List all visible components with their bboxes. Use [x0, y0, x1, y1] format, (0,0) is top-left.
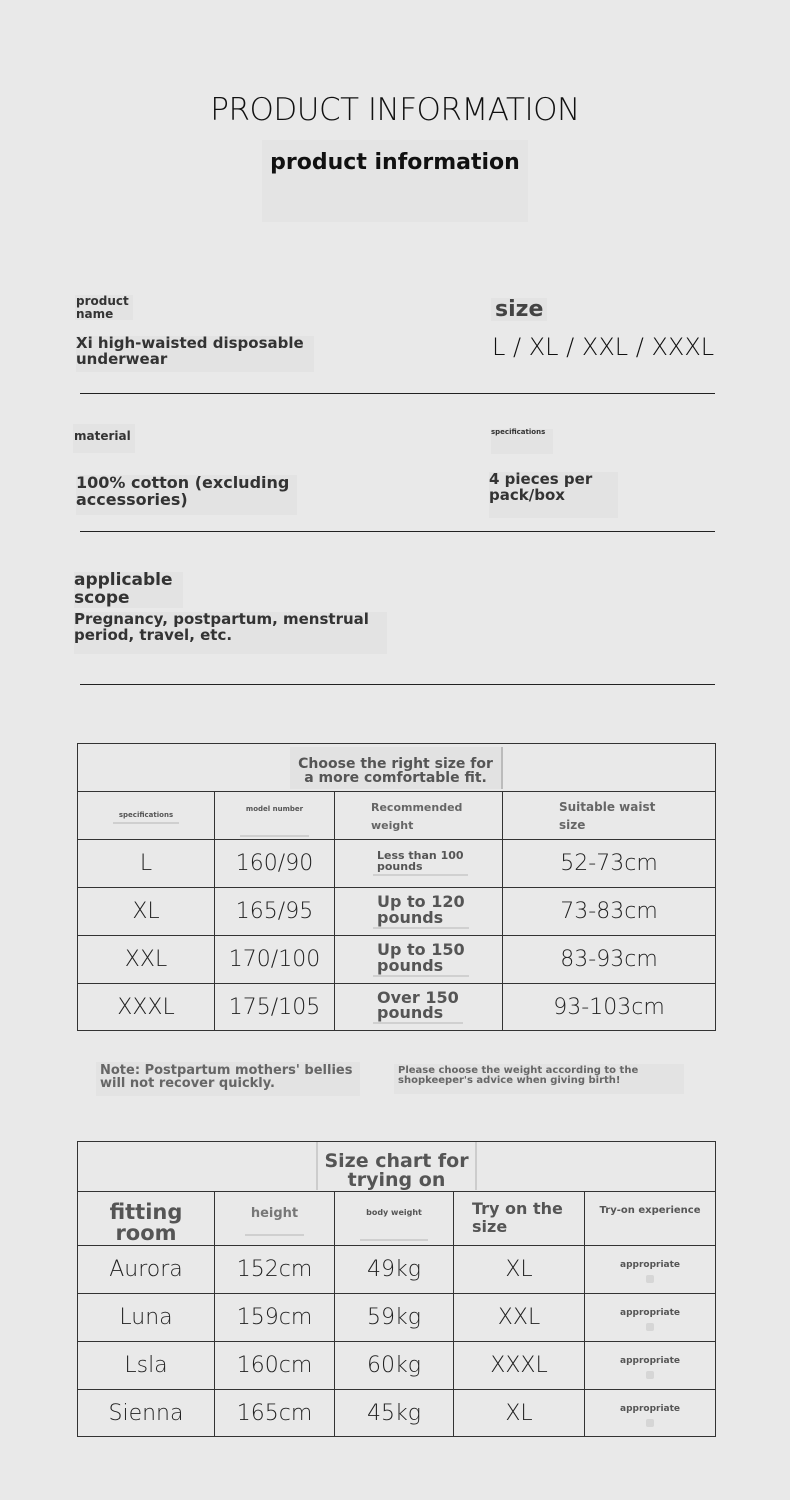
fit-table-header: body weight — [335, 1192, 454, 1246]
rating-mark-icon — [646, 1419, 654, 1427]
specifications-label: specifications — [491, 429, 553, 454]
divider — [80, 684, 715, 685]
fit-table-header: height — [215, 1192, 335, 1246]
material-label: material — [73, 424, 135, 453]
note-right: Please choose the weight according to the shopkeeper's advice when giving birth! — [394, 1064, 684, 1094]
table-row: XXXL 175/105 Over 150 pounds 93-103cm — [78, 984, 716, 1031]
note-left: Note: Postpartum mothers' bellies will not recover quickly. — [96, 1062, 360, 1096]
table-row: Aurora 152cm 49kg XL appropriate — [78, 1246, 716, 1294]
table-row: XXL 170/100 Up to 150 pounds 83-93cm — [78, 936, 716, 984]
size-table-header: Recommended weight — [335, 792, 503, 840]
size-table-header: Suitable waist size — [503, 792, 716, 840]
size-label: size — [491, 298, 547, 321]
fit-table-caption-cell — [78, 1142, 716, 1192]
table-row: XL 165/95 Up to 120 pounds 73-83cm — [78, 888, 716, 936]
table-row: Sienna 165cm 45kg XL appropriate — [78, 1390, 716, 1437]
product-name-label: product name — [75, 295, 133, 320]
size-table-caption-cell — [78, 744, 716, 792]
specifications-value: 4 pieces per pack/box — [489, 472, 618, 518]
material-value: 100% cotton (excluding accessories) — [76, 475, 297, 515]
product-name-value: Xi high-waisted disposable underwear — [76, 336, 314, 372]
fit-table — [77, 1141, 716, 1437]
size-table-header: model number — [215, 792, 335, 840]
divider — [80, 531, 715, 532]
rating-mark-icon — [646, 1323, 654, 1331]
rating-mark-icon — [646, 1275, 654, 1283]
table-row: L 160/90 Less than 100 pounds 52-73cm — [78, 840, 716, 888]
table-row: Luna 159cm 59kg XXL appropriate — [78, 1294, 716, 1342]
page-subtitle: product information — [262, 140, 528, 222]
scope-value: Pregnancy, postpartum, menstrual period, travel, etc. — [74, 612, 387, 654]
size-table-header: specifications — [78, 792, 215, 840]
fit-table-header: fitting room — [78, 1192, 215, 1246]
table-row: Lsla 160cm 60kg XXXL appropriate — [78, 1342, 716, 1390]
divider — [80, 393, 715, 394]
size-table — [77, 743, 716, 1031]
fit-table-header: Try-on experience — [585, 1192, 716, 1246]
size-table-caption: Choose the right size for a more comfortable fit. — [290, 747, 503, 789]
rating-mark-icon — [646, 1371, 654, 1379]
fit-table-header: Try on the size — [454, 1192, 585, 1246]
scope-label: applicable scope — [74, 572, 183, 608]
fit-table-caption: Size chart for trying on — [316, 1142, 476, 1190]
page-title: PRODUCT INFORMATION — [210, 92, 580, 128]
size-value: L / XL / XXL / XXXL — [492, 333, 715, 361]
